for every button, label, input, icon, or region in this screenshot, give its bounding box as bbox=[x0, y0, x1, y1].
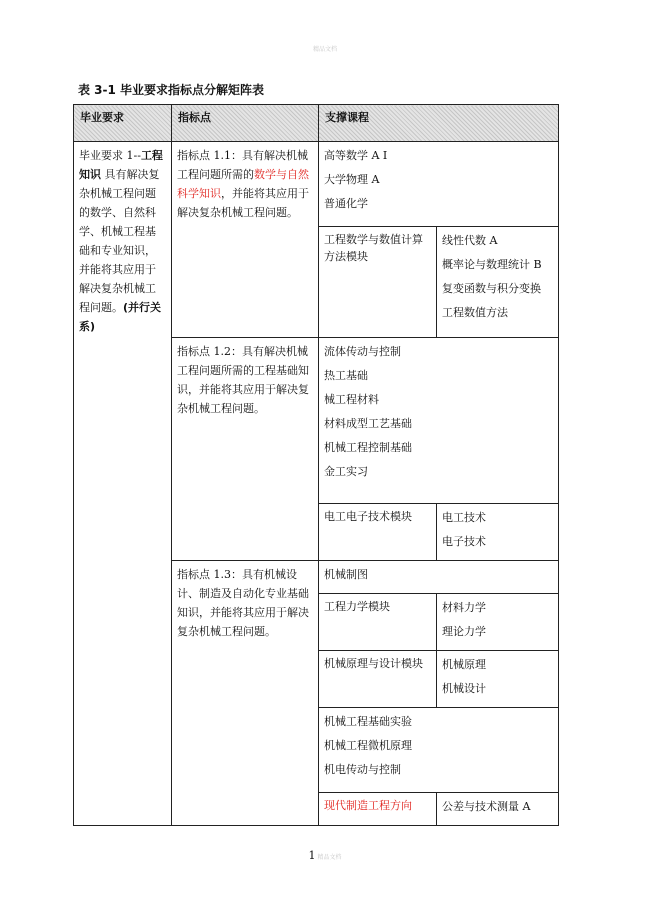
course-item: 机械设计 bbox=[442, 682, 486, 695]
course-item: 机械工程微机原理 bbox=[324, 739, 412, 752]
header-watermark: 精品文档 bbox=[312, 46, 337, 53]
page-number bbox=[0, 849, 650, 862]
module-courses-cell bbox=[437, 504, 559, 561]
requirement-term: 工程知识 bbox=[79, 149, 163, 181]
indicator-1-1-post: ，并能将其应用于解决复杂机械工程问题。 bbox=[177, 187, 309, 219]
table-header-row bbox=[74, 105, 559, 142]
indicator-matrix-table bbox=[73, 104, 559, 826]
course-item: 高等数学 A Ⅰ bbox=[324, 149, 388, 162]
module-name-cell: 机械原理与设计模块 bbox=[319, 651, 437, 708]
ind2-single-courses bbox=[319, 338, 559, 504]
course-item: 线性代数 A bbox=[442, 234, 498, 247]
module-courses-cell bbox=[437, 793, 559, 826]
course-item: 机电传动与控制 bbox=[324, 763, 401, 776]
footer-watermark: 精品文档 bbox=[317, 854, 342, 861]
requirement-prefix: 毕业要求 1-- bbox=[79, 149, 141, 162]
header-indicator: 指标点 bbox=[172, 105, 319, 142]
course-item: 材料成型工艺基础 bbox=[324, 417, 412, 430]
course-item: 普通化学 bbox=[324, 197, 368, 210]
requirement-relation: (并行关系) bbox=[79, 301, 162, 333]
indicator-1-2-cell: 指标点 1.2：具有解决机械工程问题所需的工程基础知识，并能将其应用于解决复杂机械工程问题。 bbox=[172, 338, 319, 561]
page-number-value: 1 bbox=[308, 849, 316, 862]
module-courses-cell bbox=[437, 594, 559, 651]
indicator-1-1-pre: 指标点 1.1：具有解决机械工程问题所需的 bbox=[177, 149, 308, 181]
table-title: 表 3-1 毕业要求指标点分解矩阵表 bbox=[78, 83, 265, 97]
module-courses-cell bbox=[437, 227, 559, 338]
module-name-cell: 现代制造工程方向 bbox=[319, 793, 437, 826]
module-courses-cell bbox=[437, 651, 559, 708]
indicator-1-1-cell bbox=[172, 142, 319, 338]
requirement-cell bbox=[74, 142, 172, 826]
course-item: 机械工程控制基础 bbox=[324, 441, 412, 454]
course-item: 电工技术 bbox=[442, 511, 486, 524]
course-item: 机械原理 bbox=[442, 658, 486, 671]
course-item: 机械制图 bbox=[324, 568, 368, 581]
course-item: 材料力学 bbox=[442, 601, 486, 614]
course-item: 电子技术 bbox=[442, 535, 486, 548]
header-requirement: 毕业要求 bbox=[74, 105, 172, 142]
requirement-body: 具有解决复杂机械工程问题的数学、自然科学、机械工程基础和专业知识，并能将其应用于解决复杂机械工程问题。 bbox=[79, 168, 160, 314]
course-item: 械工程材料 bbox=[324, 393, 379, 406]
course-item: 概率论与数理统计 B bbox=[442, 258, 542, 271]
module-name-cell: 工程数学与数值计算方法模块 bbox=[319, 227, 437, 338]
ind1-single-courses bbox=[319, 142, 559, 227]
indicator-1-3-cell: 指标点 1.3：具有机械设计、制造及自动化专业基础知识，并能将其应用于解决复杂机械工程问题。 bbox=[172, 561, 319, 826]
course-item: 热工基础 bbox=[324, 369, 368, 382]
header-courses: 支撑课程 bbox=[319, 105, 559, 142]
ind3-single-courses-b bbox=[319, 708, 559, 793]
module-name-cell: 电工电子技术模块 bbox=[319, 504, 437, 561]
course-item: 理论力学 bbox=[442, 625, 486, 638]
ind3-single-courses-a bbox=[319, 561, 559, 594]
course-item: 公差与技术测量 A bbox=[442, 800, 531, 813]
module-name-cell: 工程力学模块 bbox=[319, 594, 437, 651]
course-item: 流体传动与控制 bbox=[324, 345, 401, 358]
course-item: 机械工程基础实验 bbox=[324, 715, 412, 728]
course-item: 金工实习 bbox=[324, 465, 368, 478]
course-item: 大学物理 A bbox=[324, 173, 380, 186]
table-row bbox=[74, 142, 559, 227]
indicator-1-1-highlight: 数学与自然科学知识 bbox=[177, 168, 309, 200]
course-item: 工程数值方法 bbox=[442, 306, 508, 319]
course-item: 复变函数与积分变换 bbox=[442, 282, 541, 295]
